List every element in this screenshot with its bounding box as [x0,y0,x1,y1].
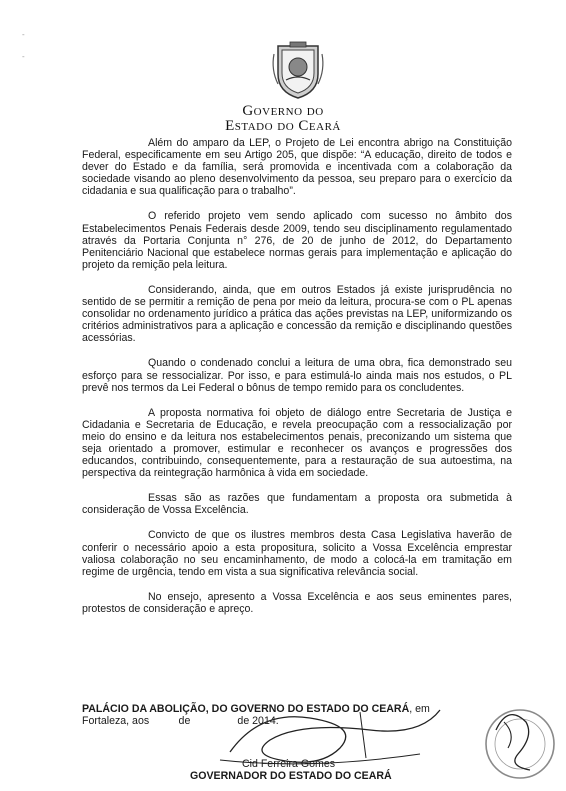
paragraph: Quando o condenado conclui a leitura de uma obra, fica demonstrado seu esforço para se ressocializar. Por isso, e para estimulá-lo ainda mais nos estudos, o PL prevê nos termos da Lei Federal o bônus de tempo remido para os concludentes. [82,357,512,394]
paragraph: Convicto de que os ilustres membros desta Casa Legislativa haverão de conferir o necessário apoio a esta propositura, solicito a Vossa Excelência emprestar valiosa colaboração no seu encaminhamento, de modo a colocá-la em tramitação em regime de urgência, tendo em vista a sua significativa relevância social. [82,529,512,578]
margin-mark: - [22,52,25,61]
letterhead-line-2: Estado do Ceará [225,118,341,134]
signatory-name: Cid Ferreira Gomes [242,758,336,770]
letterhead-line-1: Governo do [242,103,324,119]
paragraph: O referido projeto vem sendo aplicado com sucesso no âmbito dos Estabelecimentos Penais Federais desde 2009, tendo seu disciplinamento regulamentado através da Portaria Conjunta n° 276, de 20 de junho de 2012, do Departamento Penitenciário Nacional que estabelece normas gerais para implementação e aplicação do projeto da remição pela leitura. [82,210,512,271]
received-stamp-icon [478,700,562,784]
place-suffix: , em [409,703,430,715]
paragraph: Além do amparo da LEP, o Projeto de Lei encontra abrigo na Constituição Federal, especificamente em seu Artigo 205, que dispõe: “A educação, direito de todos e dever do Estado e da família, será promovida e incentivada com a colaboração da sociedade visando ao pleno desenvolvimento da pessoa, seu preparo para o exercício da cidadania e sua qualificação para o trabalho”. [82,137,512,198]
date-line: Fortaleza, aos de de 2014. [82,715,279,728]
margin-mark: - [22,30,25,39]
signatory-title: GOVERNADOR DO ESTADO DO CEARÁ [190,770,392,782]
paragraph: A proposta normativa foi objeto de diálogo entre Secretaria de Justiça e Cidadania e Secretaria de Educação, e revela preocupação com a ressocialização por meio do ensino e da leitura nos estabelecimentos penais, preconizando um sistema que seja orientado a promover, estimular e reconhecer os avanços e progressões dos educandos, contribuindo, consequentemente, para a restauração de sua autoestima, na perspectiva da reintegração harmônica à vida em sociedade. [82,406,512,480]
state-coat-of-arms-icon [270,40,326,100]
letterhead [0,104,566,134]
paragraph: Essas são as razões que fundamentam a proposta ora submetida à consideração de Vossa Excelência. [82,492,512,517]
paragraph: No ensejo, apresento a Vossa Excelência e aos seus eminentes pares, protestos de consideração e apreço. [82,590,512,615]
message-body [82,137,512,628]
paragraph: Considerando, ainda, que em outros Estados já existe jurisprudência no sentido de se permitir a remição de pena por meio da leitura, procura-se com o PL apenas consolidar no ordenamento jurídico a prática das ações previstas na LEP, uniformizando os critérios administrativos para a aplicação e concessão da remição e disciplinando questões acessórias. [82,283,512,345]
place-name: PALÁCIO DA ABOLIÇÃO, DO GOVERNO DO ESTADO DO CEARÁ [82,703,410,715]
